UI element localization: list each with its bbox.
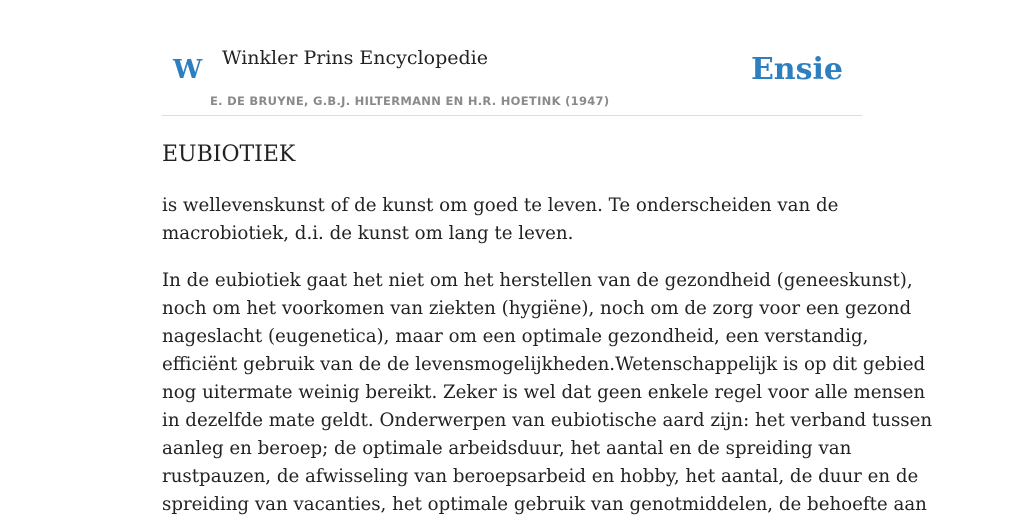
paragraph-line: macrobiotiek, d.i. de kunst om lang te leven.: [162, 223, 574, 244]
paragraph-line: noch om het voorkomen van ziekten (hygiëne), noch om de zorg voor een gezond: [162, 298, 912, 319]
winkler-prins-logo[interactable]: W: [173, 55, 203, 85]
ensie-brand-logo[interactable]: Ensie: [750, 52, 843, 87]
article-paragraph-1: [162, 192, 862, 248]
article-paragraph-2: [162, 267, 933, 519]
paragraph-line: efficiënt gebruik van de de levensmogelijkheden.Wetenschappelijk is op dit gebied: [162, 354, 926, 375]
article-page: [162, 0, 933, 515]
paragraph-line: aanleg en beroep; de optimale arbeidsduur, het aantal en de spreiding van: [162, 438, 852, 459]
source-authors: E. DE BRUYNE, G.B.J. HILTERMANN EN H.R. HOETINK (1947): [210, 94, 610, 108]
paragraph-line: nog uitermate weinig bereikt. Zeker is wel dat geen enkele regel voor alle mensen: [162, 382, 926, 403]
source-title[interactable]: Winkler Prins Encyclopedie: [222, 47, 488, 69]
paragraph-line: in dezelfde mate geldt. Onderwerpen van eubiotische aard zijn: het verband tussen: [162, 410, 933, 431]
paragraph-line: nageslacht (eugenetica), maar om een optimale gezondheid, een verstandig,: [162, 326, 869, 347]
paragraph-line: rustpauzen, de afwisseling van beroepsarbeid en hobby, het aantal, de duur en de: [162, 466, 919, 487]
paragraph-line: spreiding van vacanties, het optimale gebruik van genotmiddelen, de behoefte aan: [162, 494, 927, 515]
paragraph-line: In de eubiotiek gaat het niet om het herstellen van de gezondheid (geneeskunst),: [162, 270, 913, 291]
article-headword: EUBIOTIEK: [162, 142, 296, 167]
paragraph-line: is wellevenskunst of de kunst om goed te leven. Te onderscheiden van de: [162, 195, 839, 216]
source-header: [162, 0, 862, 116]
